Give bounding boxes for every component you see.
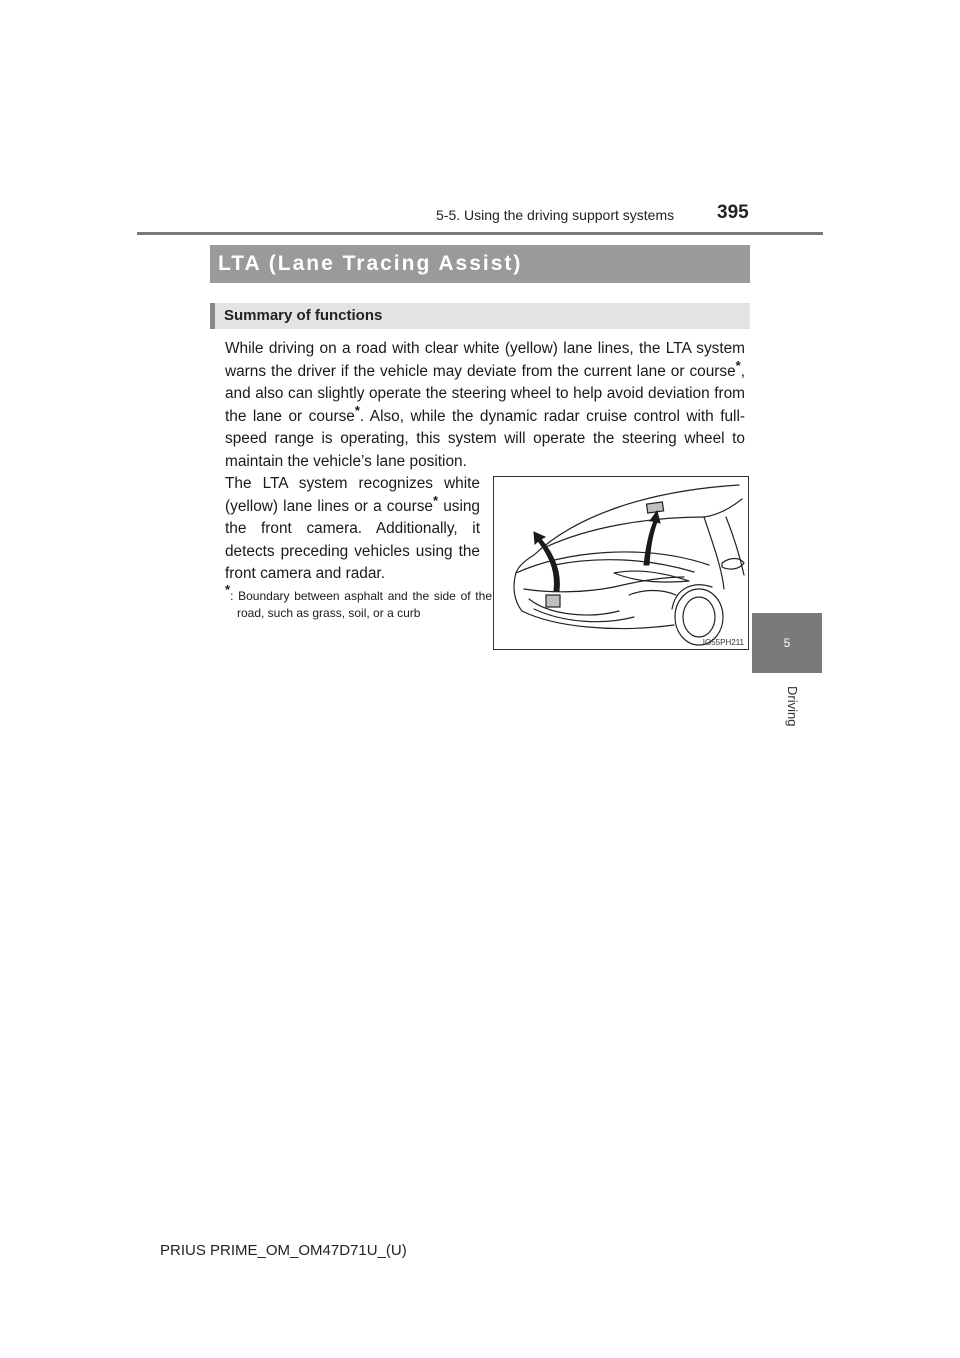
subsection-title: Summary of functions <box>210 303 750 329</box>
vehicle-illustration <box>493 476 749 650</box>
car-drawing <box>494 477 748 649</box>
camera-text-2: using the front camera. Additionally, it detects preceding vehicles using the front camera and radar. <box>225 497 480 583</box>
document-footer: PRIUS PRIME_OM_OM47D71U_(U) <box>160 1242 407 1259</box>
chapter-label: Driving <box>785 686 800 727</box>
intro-text-1: While driving on a road with clear white (yellow) lane lines, the LTA system warns the driver if the vehicle may deviate from the current lane or course <box>225 340 745 380</box>
footnote-marker: * <box>354 402 360 418</box>
intro-text-2: , and also can slightly operate the steering wheel to help avoid deviation from the lane or course <box>225 362 745 425</box>
chapter-number: 5 <box>783 636 791 650</box>
intro-paragraph <box>225 338 745 474</box>
footnote-marker: * <box>735 357 741 373</box>
footnote <box>225 582 492 622</box>
page-number: 395 <box>717 202 749 223</box>
section-title: LTA (Lane Tracing Assist) <box>210 245 750 283</box>
intro-text-3: . Also, while the dynamic radar cruise control with full-speed range is operating, this system will operate the steering wheel to maintain the vehicle’s lane position. <box>225 407 746 470</box>
chapter-tab <box>752 613 822 673</box>
header-divider <box>137 232 823 235</box>
camera-paragraph <box>225 473 480 586</box>
footnote-marker: * <box>432 492 439 508</box>
footnote-marker: * <box>225 582 231 597</box>
camera-text-1: The LTA system recognizes white (yellow) lane lines or a course <box>225 475 480 515</box>
figure-code: IO55PH211 <box>702 638 744 647</box>
footnote-text: : Boundary between asphalt and the side of the road, such as grass, soil, or a curb <box>230 589 492 620</box>
running-header-section: 5-5. Using the driving support systems <box>436 207 675 223</box>
